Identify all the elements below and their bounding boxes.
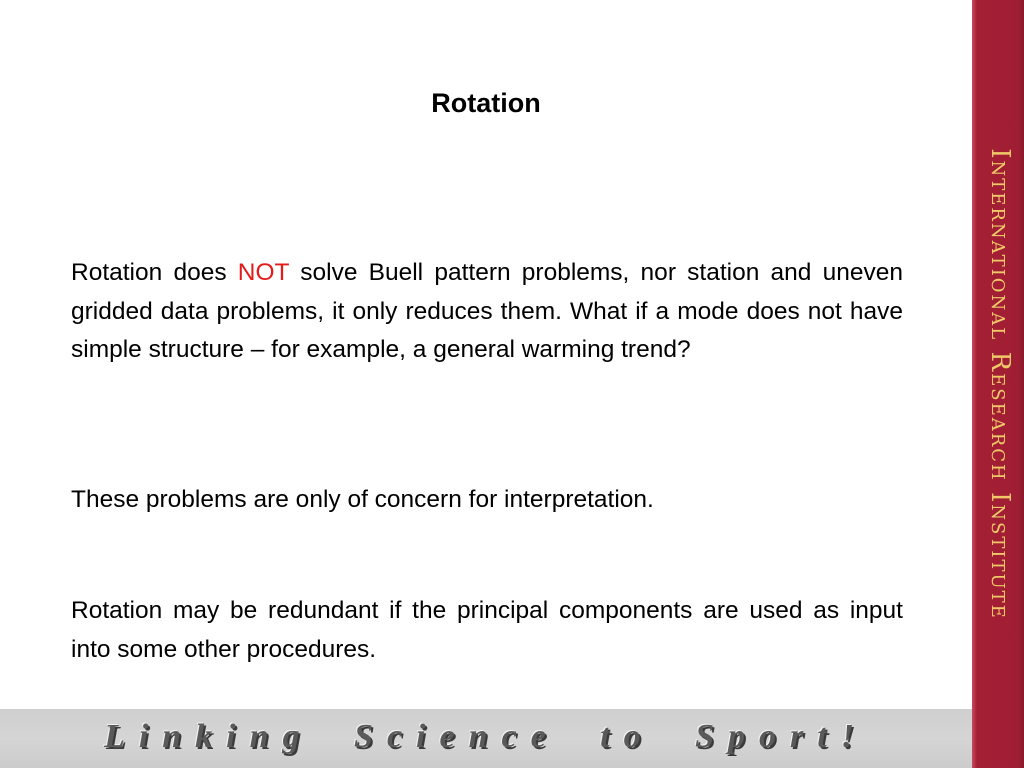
paragraph-rotation-limitations	[71, 254, 903, 370]
paragraph-interpretation: These problems are only of concern for interpretation.	[71, 486, 654, 513]
footer-tagline: Linking Science to Sport!	[104, 718, 868, 755]
emphasis-not: NOT	[237, 259, 290, 286]
slide-title: Rotation	[431, 88, 541, 118]
paragraph-text-start: Rotation does	[71, 259, 238, 286]
institute-name: International Research Institute	[985, 148, 1015, 620]
paragraph-text-end: solve Buell pattern problems, nor station and uneven gridded data problems, it only reduces them. What if a mode does not have simple structure – for example, a general warming trend?	[71, 259, 903, 364]
paragraph-redundancy: Rotation may be redundant if the principal components are used as input into some other procedures.	[71, 597, 903, 663]
